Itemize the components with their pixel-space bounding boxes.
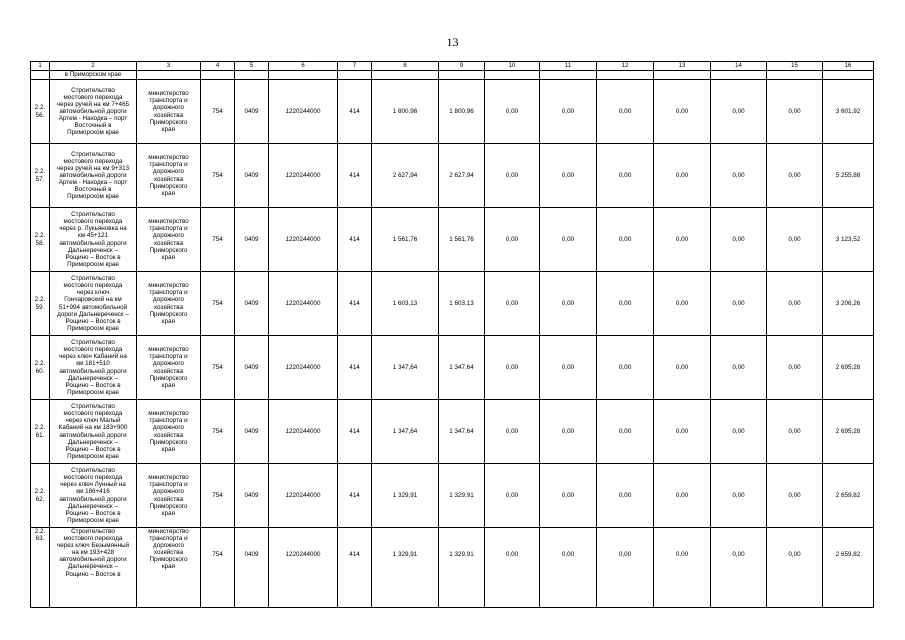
table-row [31, 272, 874, 336]
amount-col11-cell: 0,00 [540, 208, 597, 272]
header-cell-11: 11 [540, 62, 597, 71]
section-cell: 0409 [235, 144, 269, 208]
expense-type-cell: 414 [338, 464, 372, 528]
amount-col14-cell: 0,00 [711, 144, 767, 208]
expense-type-cell: 414 [338, 400, 372, 464]
object-name-cell: Строительство мостового перехода через р. Лукьяновка на км 45+121 автомобильной дороги Дальнереченск – Рощино – Восток в Приморском крае [50, 208, 137, 272]
amount-col14-cell: 0,00 [711, 80, 767, 144]
amount-col11-cell: 0,00 [540, 528, 597, 608]
continuation-cell-empty [767, 71, 823, 80]
amount-col15-cell: 0,00 [767, 80, 823, 144]
amount-col14-cell: 0,00 [711, 400, 767, 464]
amount-col12-cell: 0,00 [597, 400, 654, 464]
section-cell: 0409 [235, 208, 269, 272]
amount-col13-cell: 0,00 [654, 144, 711, 208]
object-name-cell: Строительство мостового перехода через ручей на км 9+313 автомобильной дороги Артем - Находка – порт Восточный в Приморском крае [50, 144, 137, 208]
amount-col15-cell: 0,00 [767, 400, 823, 464]
amount-col9-cell: 2 627,94 [439, 144, 485, 208]
header-cell-8: 8 [372, 62, 439, 71]
total-cell: 3 601,92 [823, 80, 874, 144]
code-cell: 754 [201, 336, 235, 400]
amount-col10-cell: 0,00 [485, 144, 540, 208]
amount-col11-cell: 0,00 [540, 464, 597, 528]
amount-col8-cell: 2 627,94 [372, 144, 439, 208]
item-number-cell: 2.2. 63. [31, 528, 50, 608]
amount-col8-cell: 1 800,96 [372, 80, 439, 144]
item-number-cell: 2.2. 59. [31, 272, 50, 336]
header-cell-16: 16 [823, 62, 874, 71]
continuation-cell-empty [711, 71, 767, 80]
expense-type-cell: 414 [338, 208, 372, 272]
continuation-cell-name: в Приморском крае [50, 71, 137, 80]
header-cell-4: 4 [201, 62, 235, 71]
object-name-cell: Строительство мостового перехода через ключ Безымянный на км 193+428 автомобильной дороги Дальнереченск – Рощино – Восток в [50, 528, 137, 608]
amount-col13-cell: 0,00 [654, 528, 711, 608]
continuation-cell-empty [654, 71, 711, 80]
header-cell-14: 14 [711, 62, 767, 71]
agency-cell: министерство транспорта и дорожного хозяйства Приморского края [137, 336, 201, 400]
target-article-cell: 1220244000 [269, 400, 338, 464]
code-cell: 754 [201, 400, 235, 464]
header-row [31, 62, 874, 71]
continuation-cell-empty [823, 71, 874, 80]
target-article-cell: 1220244000 [269, 272, 338, 336]
target-article-cell: 1220244000 [269, 528, 338, 608]
object-name-cell: Строительство мостового перехода через ключ Малый Кабаний на км 183+900 автомобильной дороги Дальнереченск – Рощино – Восток в Приморском крае [50, 400, 137, 464]
amount-col10-cell: 0,00 [485, 208, 540, 272]
header-cell-5: 5 [235, 62, 269, 71]
continuation-cell-empty [201, 71, 235, 80]
amount-col8-cell: 1 329,91 [372, 528, 439, 608]
amount-col8-cell: 1 347,64 [372, 400, 439, 464]
agency-cell: министерство транспорта и дорожного хозяйства Приморского края [137, 208, 201, 272]
code-cell: 754 [201, 208, 235, 272]
agency-cell: министерство транспорта и дорожного хозяйства Приморского края [137, 464, 201, 528]
header-cell-15: 15 [767, 62, 823, 71]
amount-col14-cell: 0,00 [711, 272, 767, 336]
amount-col9-cell: 1 561,76 [439, 208, 485, 272]
table-row [31, 464, 874, 528]
agency-cell: министерство транспорта и дорожного хозяйства Приморского края [137, 528, 201, 608]
total-cell: 2 659,82 [823, 528, 874, 608]
amount-col10-cell: 0,00 [485, 400, 540, 464]
expense-type-cell: 414 [338, 336, 372, 400]
header-cell-2: 2 [50, 62, 137, 71]
continuation-row [31, 71, 874, 80]
target-article-cell: 1220244000 [269, 336, 338, 400]
target-article-cell: 1220244000 [269, 464, 338, 528]
expense-type-cell: 414 [338, 528, 372, 608]
amount-col9-cell: 1 347,64 [439, 336, 485, 400]
amount-col11-cell: 0,00 [540, 336, 597, 400]
target-article-cell: 1220244000 [269, 208, 338, 272]
header-cell-7: 7 [338, 62, 372, 71]
item-number-cell: 2.2. 56. [31, 80, 50, 144]
amount-col8-cell: 1 329,91 [372, 464, 439, 528]
header-cell-12: 12 [597, 62, 654, 71]
amount-col12-cell: 0,00 [597, 464, 654, 528]
item-number-cell: 2.2. 57. [31, 144, 50, 208]
amount-col15-cell: 0,00 [767, 272, 823, 336]
target-article-cell: 1220244000 [269, 144, 338, 208]
amount-col9-cell: 1 603,13 [439, 272, 485, 336]
total-cell: 3 123,52 [823, 208, 874, 272]
amount-col10-cell: 0,00 [485, 528, 540, 608]
section-cell: 0409 [235, 272, 269, 336]
amount-col8-cell: 1 561,76 [372, 208, 439, 272]
table-body [31, 62, 874, 608]
agency-cell: министерство транспорта и дорожного хозяйства Приморского края [137, 144, 201, 208]
amount-col8-cell: 1 603,13 [372, 272, 439, 336]
amount-col13-cell: 0,00 [654, 336, 711, 400]
total-cell: 2 659,82 [823, 464, 874, 528]
amount-col8-cell: 1 347,64 [372, 336, 439, 400]
amount-col10-cell: 0,00 [485, 80, 540, 144]
amount-col13-cell: 0,00 [654, 400, 711, 464]
page-number: 13 [446, 35, 459, 49]
header-cell-1: 1 [31, 62, 50, 71]
amount-col12-cell: 0,00 [597, 528, 654, 608]
amount-col14-cell: 0,00 [711, 336, 767, 400]
continuation-cell-empty [31, 71, 50, 80]
amount-col9-cell: 1 329,91 [439, 464, 485, 528]
amount-col9-cell: 1 347,64 [439, 400, 485, 464]
header-cell-10: 10 [485, 62, 540, 71]
continuation-cell-empty [597, 71, 654, 80]
amount-col11-cell: 0,00 [540, 144, 597, 208]
expense-type-cell: 414 [338, 144, 372, 208]
code-cell: 754 [201, 272, 235, 336]
continuation-cell-empty [338, 71, 372, 80]
total-cell: 2 695,28 [823, 400, 874, 464]
total-cell: 3 206,26 [823, 272, 874, 336]
amount-col11-cell: 0,00 [540, 400, 597, 464]
target-article-cell: 1220244000 [269, 80, 338, 144]
amount-col15-cell: 0,00 [767, 144, 823, 208]
section-cell: 0409 [235, 80, 269, 144]
program-table [30, 61, 874, 608]
amount-col10-cell: 0,00 [485, 464, 540, 528]
amount-col13-cell: 0,00 [654, 208, 711, 272]
amount-col15-cell: 0,00 [767, 528, 823, 608]
amount-col15-cell: 0,00 [767, 464, 823, 528]
section-cell: 0409 [235, 400, 269, 464]
amount-col13-cell: 0,00 [654, 272, 711, 336]
table-row [31, 400, 874, 464]
object-name-cell: Строительство мостового перехода через ключ Кабаний на км 181+510 автомобильной дороги Дальнереченск – Рощино – Восток в Приморском крае [50, 336, 137, 400]
amount-col15-cell: 0,00 [767, 208, 823, 272]
amount-col10-cell: 0,00 [485, 336, 540, 400]
code-cell: 754 [201, 144, 235, 208]
agency-cell: министерство транспорта и дорожного хозяйства Приморского края [137, 80, 201, 144]
item-number-cell: 2.2. 62. [31, 464, 50, 528]
section-cell: 0409 [235, 336, 269, 400]
expense-type-cell: 414 [338, 272, 372, 336]
amount-col15-cell: 0,00 [767, 336, 823, 400]
continuation-cell-empty [540, 71, 597, 80]
amount-col12-cell: 0,00 [597, 80, 654, 144]
item-number-cell: 2.2. 60. [31, 336, 50, 400]
continuation-cell-empty [372, 71, 439, 80]
object-name-cell: Строительство мостового перехода через ключ Гончаровский на км 51+994 автомобильной дороги Дальнереченск – Рощино – Восток в Приморском крае [50, 272, 137, 336]
table-row [31, 208, 874, 272]
amount-col9-cell: 1 329,91 [439, 528, 485, 608]
total-cell: 5 255,88 [823, 144, 874, 208]
amount-col14-cell: 0,00 [711, 528, 767, 608]
amount-col12-cell: 0,00 [597, 272, 654, 336]
code-cell: 754 [201, 464, 235, 528]
header-cell-3: 3 [137, 62, 201, 71]
amount-col10-cell: 0,00 [485, 272, 540, 336]
agency-cell: министерство транспорта и дорожного хозяйства Приморского края [137, 272, 201, 336]
continuation-cell-empty [137, 71, 201, 80]
object-name-cell: Строительство мостового перехода через ключ Лунный на км 186+416 автомобильной дороги Дальнереченск – Рощино – Восток в Приморском крае [50, 464, 137, 528]
continuation-cell-empty [269, 71, 338, 80]
section-cell: 0409 [235, 528, 269, 608]
amount-col14-cell: 0,00 [711, 464, 767, 528]
code-cell: 754 [201, 528, 235, 608]
amount-col13-cell: 0,00 [654, 464, 711, 528]
table-row [31, 528, 874, 608]
total-cell: 2 695,28 [823, 336, 874, 400]
amount-col11-cell: 0,00 [540, 272, 597, 336]
amount-col14-cell: 0,00 [711, 208, 767, 272]
header-cell-6: 6 [269, 62, 338, 71]
amount-col9-cell: 1 800,96 [439, 80, 485, 144]
continuation-cell-empty [485, 71, 540, 80]
amount-col11-cell: 0,00 [540, 80, 597, 144]
amount-col12-cell: 0,00 [597, 336, 654, 400]
expense-type-cell: 414 [338, 80, 372, 144]
header-cell-13: 13 [654, 62, 711, 71]
amount-col12-cell: 0,00 [597, 208, 654, 272]
amount-col12-cell: 0,00 [597, 144, 654, 208]
item-number-cell: 2.2. 61. [31, 400, 50, 464]
object-name-cell: Строительство мостового перехода через ручей на км 7+465 автомобильной дороги Артем - Находка – порт Восточный в Приморском крае [50, 80, 137, 144]
continuation-cell-empty [439, 71, 485, 80]
code-cell: 754 [201, 80, 235, 144]
amount-col13-cell: 0,00 [654, 80, 711, 144]
continuation-cell-empty [235, 71, 269, 80]
table-row [31, 336, 874, 400]
header-cell-9: 9 [439, 62, 485, 71]
agency-cell: министерство транспорта и дорожного хозяйства Приморского края [137, 400, 201, 464]
table-row [31, 80, 874, 144]
item-number-cell: 2.2. 58. [31, 208, 50, 272]
section-cell: 0409 [235, 464, 269, 528]
table-row [31, 144, 874, 208]
